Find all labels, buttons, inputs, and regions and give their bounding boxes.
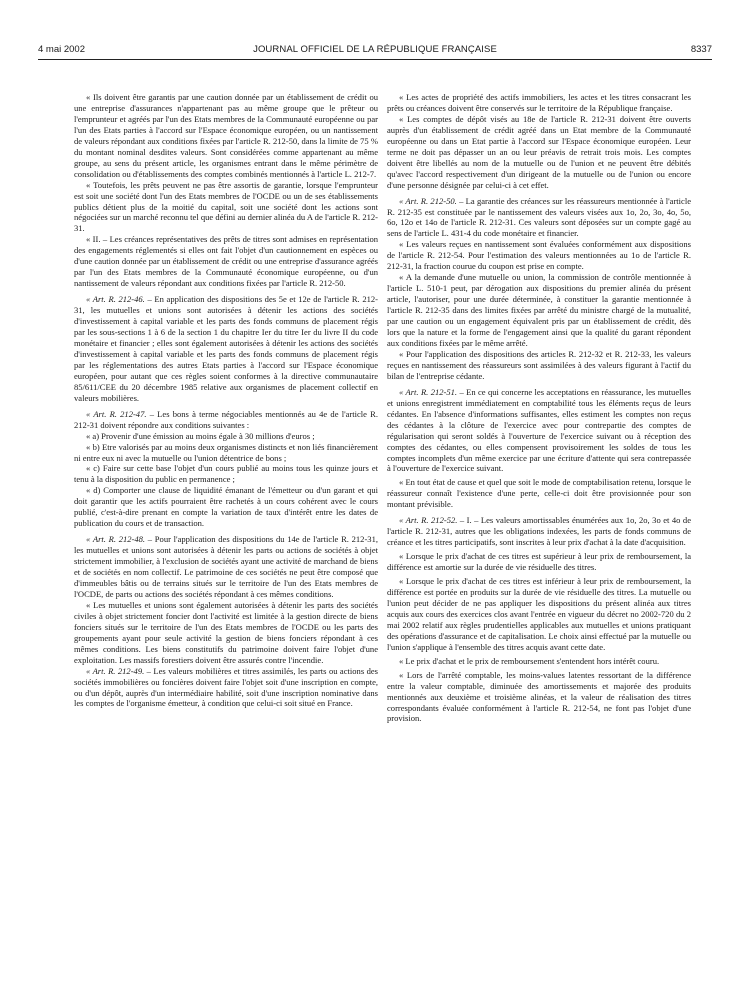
article-ref: « Art. R. 212-49. bbox=[86, 665, 145, 676]
paragraph bbox=[74, 485, 378, 529]
paragraph bbox=[74, 666, 378, 710]
paragraph bbox=[74, 234, 378, 289]
paragraph bbox=[387, 515, 691, 548]
header-journal-title: JOURNAL OFFICIEL DE LA RÉPUBLIQUE FRANÇAISE bbox=[253, 44, 497, 55]
paragraph-text: « Ils doivent être garantis par une caution donnée par un établissement de crédit ou une entreprise d'assurances n'appartenant pas au même groupe que le prêteur ou l'emprunteur et agréés par l'un des Etats membres de la Communauté européenne ou par l'un des Etats parties à l'accord sur l'Espace économique européen, ou un nantissement de valeurs répondant aux conditions fixées par l'article R. 212-50, dans la limite de 75 % du montant nominal desdites valeurs. Sont considérées comme appartenant au même groupe, au sens du présent article, les organismes entrant dans le même périmètre de consolidation ou d'établissements des comptes combinés mentionnés à l'article L. 212-7. bbox=[74, 92, 378, 179]
paragraph-text: « d) Comporter une clause de liquidité émanant de l'émetteur ou d'un garant et qui doit garantir que les actifs pourraient être rachetés à un cours cohérent avec le cours publié, c'est-à-dire prenant en compte la variation de taux d'intérêt entre les dates de publication du cours et de transaction. bbox=[74, 485, 378, 529]
left-column bbox=[74, 92, 378, 709]
paragraph-text: « A la demande d'une mutuelle ou union, la commission de contrôle mentionnée à l'article L. 510-1 peut, par dérogation aux dispositions du premier alinéa du présent article, l'autoriser, pour une durée déterminée, à constituer la garantie mentionnée à l'article R. 212-35 dans des limites fixées par arrêté du ministre chargé de la mutualité, par une caution ou un engagement équivalent pris par un établissement de crédit, dès lors que la nature et la forme de l'engagement ainsi que la qualité du garant répondent aux conditions fixées par le même arrêté. bbox=[387, 272, 691, 348]
paragraph-text: – En ce qui concerne les acceptations en réassurance, les mutuelles et unions enregistrent immédiatement en comptabilité tous les éléments reçus de leurs cédantes. En l'absence d'informations suffisantes, elles estiment les comptes non reçus des cédantes à la clôture de l'exercice avec pour contrepartie des comptes de régularisation qui seront soldés à l'ouverture de l'exercice suivant ou à réception des comptes des cédantes, ou elles compensent provisoirement les soldes de tous les comptes incomplets d'un même exercice par une écriture d'attente qui sera contrepassée à l'ouverture de l'exercice suivant. bbox=[387, 386, 691, 474]
article-ref: « Art. R. 212-46. bbox=[86, 294, 145, 305]
header-date: 4 mai 2002 bbox=[38, 44, 86, 55]
paragraph-text: « Lors de l'arrêté comptable, les moins-values latentes ressortant de la différence entre la valeur comptable, diminuée des amortissements et majorée des produits mentionnés aux deuxième et troisième alinéas, et la valeur de réalisation des titres correspondants évaluée conformément à l'article R. 212-54, ne font pas l'objet d'une provision. bbox=[387, 669, 691, 724]
paragraph-text: – Les bons à terme négociables mentionnés au 4e de l'article R. 212-31 doivent répondre aux conditions suivantes : bbox=[74, 408, 379, 430]
page-header bbox=[38, 44, 712, 58]
paragraph-text: – Les valeurs mobilières et titres assimilés, les parts ou actions des sociétés immobilières ou foncières doivent faire l'objet soit d'une inscription en compte, ou d'un dépôt, auprès d'un intermédiaire habilité, soit d'une inscription nominative dans les comptes de l'organisme émetteur, à condition que celui-ci soit situé en France. bbox=[74, 665, 378, 709]
paragraph bbox=[387, 551, 691, 573]
article-ref: « Art. R. 212-50. bbox=[399, 195, 457, 206]
article-ref: « Art. R. 212-47. bbox=[86, 408, 147, 419]
paragraph bbox=[387, 387, 691, 475]
paragraph-text: « Les actes de propriété des actifs immobiliers, les actes et les titres consacrant les prêts ou créances doivent être conservés sur le territoire de la République française. bbox=[387, 92, 691, 113]
paragraph bbox=[387, 670, 691, 725]
header-page-number: 8337 bbox=[690, 44, 712, 55]
paragraph-text: « Toutefois, les prêts peuvent ne pas être assortis de garantie, lorsque l'emprunteur est soit une société dont l'un des Etats membres de l'OCDE ou un de ses établissements publics détient plus de la moitié du capital, soit une société dont les actions sont négociées sur un marché reconnu tel que défini au dernier alinéa du A de l'article R. 212-31. bbox=[74, 179, 378, 234]
article-ref: « Art. R. 212-52. bbox=[399, 515, 458, 526]
paragraph-text: « En tout état de cause et quel que soit le mode de comptabilisation retenu, lorsque le réassureur connaît l'existence d'une perte, celle-ci doit être provisionnée pour son montant prévisible. bbox=[387, 477, 691, 510]
paragraph bbox=[387, 656, 691, 667]
paragraph bbox=[74, 442, 378, 464]
article-ref: « Art. R. 212-51. bbox=[399, 386, 458, 397]
paragraph bbox=[387, 114, 691, 191]
paragraph-text: « Le prix d'achat et le prix de remboursement s'entendent hors intérêt couru. bbox=[399, 655, 660, 666]
paragraph-text: « Lorsque le prix d'achat de ces titres est supérieur à leur prix de remboursement, la différence est amortie sur la durée de vie résiduelle des titres. bbox=[387, 551, 691, 573]
paragraph-text: « c) Faire sur cette base l'objet d'un cours publié au moins tous les quinze jours et tenu à la disposition du public en permanence ; bbox=[74, 463, 378, 485]
paragraph bbox=[74, 600, 378, 666]
paragraph bbox=[74, 92, 378, 180]
paragraph bbox=[387, 477, 691, 510]
paragraph-text: « Pour l'application des dispositions des articles R. 212-32 et R. 212-33, les valeurs reçues en nantissement des réassureurs sont assimilées à des valeurs figurant à l'actif du bilan de l'entreprise cédante. bbox=[387, 348, 691, 381]
paragraph bbox=[74, 463, 378, 485]
right-column bbox=[387, 92, 691, 724]
paragraph-text: « Les valeurs reçues en nantissement sont évaluées conformément aux dispositions de l'article R. 212-54. Pour l'estimation des valeurs mentionnées au 1o de l'article R. 212-31, la fraction courue du coupon est prise en compte. bbox=[387, 239, 691, 272]
paragraph bbox=[74, 180, 378, 235]
article-ref: « Art. R. 212-48. bbox=[86, 534, 146, 545]
paragraph-text: « a) Provenir d'une émission au moins égale à 30 millions d'euros ; bbox=[86, 430, 315, 441]
paragraph bbox=[74, 294, 378, 404]
paragraph bbox=[387, 272, 691, 349]
paragraph bbox=[74, 534, 378, 600]
paragraph bbox=[387, 196, 691, 240]
paragraph-text: – La garantie des créances sur les réassureurs mentionnée à l'article R. 212-35 est constituée par le nantissement des valeurs visées aux 1o, 2o, 3o, 4o, 5o, 6o, 12o et 14o de l'article R. 212-31. Ces valeurs sont déposées sur un compte gagé au sens de l'article L. 431-4 du code monétaire et financier. bbox=[387, 195, 691, 239]
header-rule bbox=[38, 59, 712, 60]
paragraph-text: « b) Etre valorisés par au moins deux organismes distincts et non liés financièrement ni entre eux ni avec la mutuelle ou l'union détentrice de bons ; bbox=[74, 441, 378, 463]
paragraph-text: « Lorsque le prix d'achat de ces titres est inférieur à leur prix de remboursement, la différence est portée en produits sur la durée de vie résiduelle des titres. La mutuelle ou l'union peut décider de ne pas appliquer les dispositions du présent alinéa aux titres acquis aux cours des exercices clos avant l'entrée en vigueur du décret no 2002-720 du 2 mai 2002 relatif aux règles prudentielles applicables aux mutuelles et unions pratiquant des opérations d'assurance et de capitalisation. Le choix ainsi effectué par la mutuelle ou l'union s'applique à l'ensemble des titres acquis avant cette date. bbox=[387, 576, 691, 652]
paragraph bbox=[74, 409, 378, 431]
paragraph bbox=[74, 431, 378, 442]
paragraph-text: « Les comptes de dépôt visés au 18e de l'article R. 212-31 doivent être ouverts auprès d'un établissement de crédit agréé dans un Etat membre de la Communauté européenne ou dans un Etat partie à l'accord sur l'Espace économique européen. Leur terme ne doit pas dépasser un an ou leur préavis de retrait trois mois. Les comptes doivent être libellés au nom de la mutuelle ou de l'union et ne peuvent être débités qu'avec l'accord respectivement d'un dirigeant de la mutuelle ou de l'union ou encore d'une personne désignée par celui-ci à cet effet. bbox=[387, 113, 691, 190]
paragraph bbox=[387, 92, 691, 114]
paragraph-text: « II. – Les créances représentatives des prêts de titres sont admises en représentation des engagements réglementés si elles ont fait l'objet d'un cautionnement en espèces ou d'une caution donnée par un établissement de crédit ou une entreprise d'assurance agréés par l'un des Etats membres de la Communauté économique européenne, ou d'un nantissement de valeurs répondant aux conditions fixées par l'article R. 212-50. bbox=[74, 234, 378, 289]
paragraph bbox=[387, 576, 691, 653]
paragraph-text: « Les mutuelles et unions sont également autorisées à détenir les parts des sociétés civiles à objet strictement foncier dont l'activité est limitée à la gestion directe de biens fonciers situés sur le territoire de l'un des Etats membres de l'OCDE ou les parts des groupements ayant pour seule activité la gestion de biens fonciers répondant à ces mêmes conditions. Les biens constitutifs du patrimoine doivent faire l'objet d'une exploitation. Les massifs forestiers doivent être assurés contre l'incendie. bbox=[74, 599, 378, 665]
paragraph-text: – En application des dispositions des 5e et 12e de l'article R. 212-31, les mutuelles et unions sont autorisées à détenir les actions des sociétés d'investissement à capital variable et les parts des fonds communs de placement régis par les sous-sections 1 à 6 de la section 1 du chapitre Ier du titre Ier du livre II du code monétaire et financier ; elles sont également autorisées à détenir les actions des sociétés d'investissement à capital variable et les parts des fonds communs de placement régis par les réglementations des autres Etats parties à l'accord sur l'Espace économique européen, pour autant que ces règles soient conformes à la directive communautaire 85/611/CEE du 20 décembre 1985 relative aux organismes de placement collectif en valeurs mobilières. bbox=[74, 294, 379, 403]
paragraph-text: – I. – Les valeurs amortissables énumérées aux 1o, 2o, 3o et 4o de l'article R. 212-31, autres que les obligations indexées, les parts de fonds communs de créance et les titres participatifs, sont inscrites à leur prix d'achat à la date d'acquisition. bbox=[387, 515, 692, 548]
paragraph bbox=[387, 349, 691, 382]
paragraph bbox=[387, 239, 691, 272]
paragraph-text: – Pour l'application des dispositions du 14e de l'article R. 212-31, les mutuelles et unions sont autorisées à détenir les parts ou actions de sociétés à objet strictement immobilier, à l'exclusion de sociétés ayant une activité de marchand de biens et de sociétés en nom collectif. Le patrimoine de ces sociétés ne peut être composé que d'immeubles bâtis ou de terrains situés sur le territoire de l'un des Etats membres de l'OCDE, de parts ou actions des sociétés répondant à ces mêmes conditions. bbox=[74, 534, 378, 599]
